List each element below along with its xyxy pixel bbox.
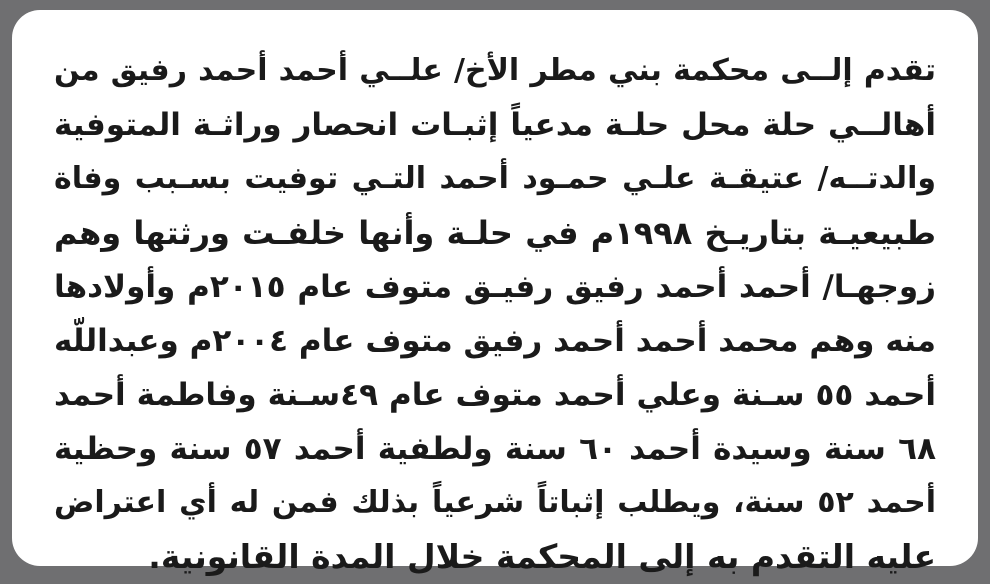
notice-line: زوجهـا/ أحمد أحمد رفيق رفيـق متوف عام ٢٠١٥م وأولادها (54, 269, 936, 305)
notice-line: والدتــه/ عتيقـة علـي حمـود أحمد التـي توفيت بسـبب وفاة (54, 161, 936, 196)
court-notice-card (12, 10, 978, 576)
notice-line: أحمد ٥٥ سـنة وعلي أحمد متوف عام ٤٩سـنة وفاطمة أحمد (54, 377, 936, 413)
notice-body (54, 44, 936, 584)
notice-line: تقدم إلــى محكمة بني مطر الأخ/ علــي أحمد أحمد رفيق من (54, 53, 936, 88)
notice-line: طبيعيـة بتاريـخ ١٩٩٨م في حلـة وأنها خلفـت ورثتها وهم (54, 214, 936, 252)
notice-line: عليه التقدم به إلى المحكمة خلال المدة القانونية. (148, 537, 936, 576)
notice-line: أحمد ٥٢ سنة، ويطلب إثباتاً شرعياً بذلك فمن له أي اعتراض (54, 485, 936, 520)
notice-line: منه وهم محمد أحمد أحمد رفيق متوف عام ٢٠٠٤م وعبداللّه (54, 323, 936, 359)
notice-line: أهالــي حلة محل حلـة مدعياً إثبـات انحصار وراثـة المتوفية (54, 107, 936, 143)
notice-line: ٦٨ سنة وسيدة أحمد ٦٠ سنة ولطفية أحمد ٥٧ سنة وحظية (54, 431, 936, 467)
